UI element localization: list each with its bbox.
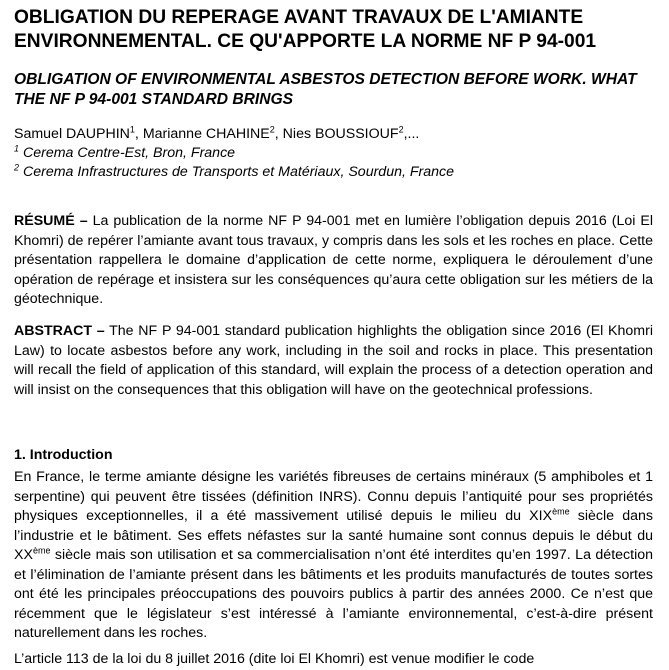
abstract-label: ABSTRACT – bbox=[14, 323, 105, 339]
introduction-paragraph bbox=[14, 468, 653, 644]
intro-next-line-clipped: L’article 113 de la loi du 8 juillet 2016 (dite loi El Khomri) est venue modifier le code bbox=[14, 651, 535, 667]
author-name: Marianne CHAHINE bbox=[142, 126, 270, 142]
author-affiliation-mark: 2 bbox=[269, 124, 275, 135]
author-affiliation-mark: 2 bbox=[398, 124, 404, 135]
resume-label: RÉSUMÉ – bbox=[14, 213, 88, 229]
affiliation-2 bbox=[14, 163, 659, 181]
affiliation-mark: 1 bbox=[14, 143, 20, 154]
affiliation-text: Cerema Centre-Est, Bron, France bbox=[19, 145, 236, 161]
resume-text: La publication de la norme NF P 94-001 met en lumière l’obligation depuis 2016 (Loi El Khomri) de repérer l’amiante avant tous travaux, y compris dans les sols et les roches en place. Cette présentation rappellera le domaine d’application de cette norme, expliquera le déroulement d’une opération de repérage et insistera sur les conséquences qu’aura cette obligation sur les métiers de la géotechnique. bbox=[14, 213, 654, 307]
affiliation-text: Cerema Infrastructures de Transports et Matériaux, Sourdun, France bbox=[19, 164, 455, 180]
author-name: Samuel DAUPHIN bbox=[14, 126, 130, 142]
author-separator: , bbox=[134, 126, 143, 142]
affiliation-1 bbox=[14, 144, 659, 162]
intro-text-part: En France, le terme amiante désigne les variétés fibreuses de certains minéraux (5 amphiboles et 1 serpentine) qui peuvent être tissées (définition INRS). Connu depuis l’antiquité pour ses propriétés physiques exceptionnelles, il a été massivement utilisé depuis le milieu du XIX bbox=[14, 469, 653, 524]
abstract-text: The NF P 94-001 standard publication highlights the obligation since 2016 (El Khomri Law) to locate asbestos before any work, including in the soil and rocks in place. This presentation will recall the field of application of this standard, will explain the process of a detection operation and will insist on the consequences that this obligation will have on the geotechnical professions. bbox=[14, 323, 653, 398]
section-heading-introduction: 1. Introduction bbox=[14, 447, 113, 463]
author-list-tail: ,... bbox=[403, 126, 420, 142]
intro-text-part: siècle mais son utilisation et sa commercialisation n’ont été interdites qu’en 1997. La détection et l’élimination de l’amiante présent dans les bâtiments et les produits manufacturés de toutes sortes ont été les principales préoccupations des pouvoirs publics à partir des années 2000. Ce n’est que récemment que le législateur s’est intéressé à l’amiante environnemental, c’est-à-dire présent naturellement dans les roches. bbox=[14, 547, 653, 641]
resume-paragraph bbox=[14, 212, 653, 310]
century-suffix: ème bbox=[32, 545, 51, 556]
century-suffix: ème bbox=[552, 506, 570, 517]
author-name: Nies BOUSSIOUF bbox=[282, 126, 399, 142]
intro-text-part: siècle dans l’industrie et le bâtiment. Ses effets néfastes sur la santé humaine sont connus depuis le début du XX bbox=[14, 508, 653, 563]
author-affiliation-mark: 1 bbox=[129, 124, 135, 135]
author-separator: , bbox=[274, 126, 283, 142]
affiliation-mark: 2 bbox=[14, 162, 20, 173]
author-list bbox=[14, 125, 659, 143]
paper-title-french: OBLIGATION DU REPERAGE AVANT TRAVAUX DE L'AMIANTE ENVIRONNEMENTAL. CE QU'APPORTE LA NORME NF P 94-001 bbox=[14, 7, 597, 52]
paper-title-english: OBLIGATION OF ENVIRONMENTAL ASBESTOS DETECTION BEFORE WORK. WHAT THE NF P 94-001 STANDARD BRINGS bbox=[14, 71, 637, 108]
abstract-paragraph bbox=[14, 322, 653, 400]
